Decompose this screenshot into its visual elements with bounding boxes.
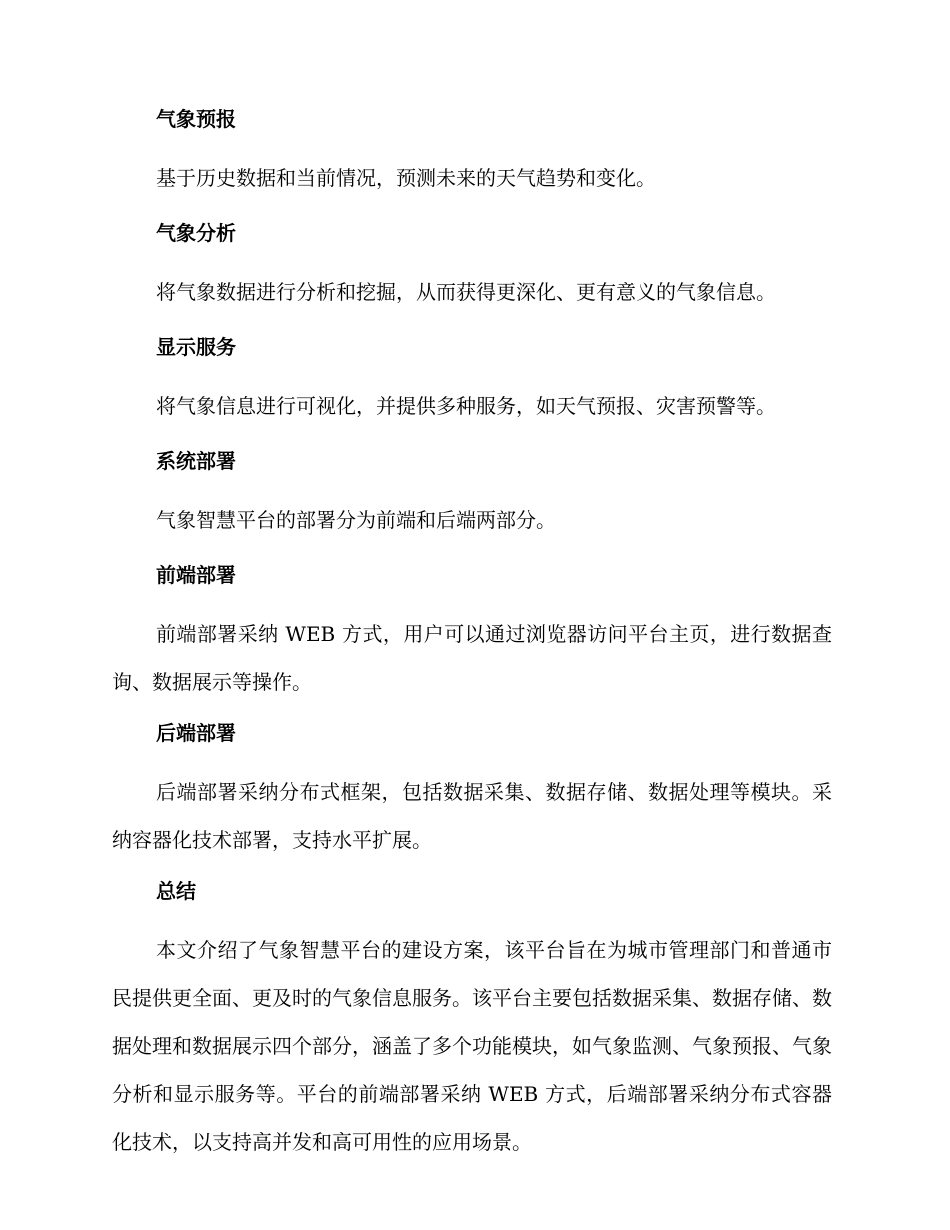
section-heading-analysis: 气象分析 [156, 221, 236, 245]
section-text-deployment: 气象智慧平台的部署分为前端和后端两部分。 [156, 508, 556, 532]
section-heading-deployment: 系统部署 [156, 449, 236, 473]
section-text-frontend: 前端部署采纳 WEB 方式，用户可以通过浏览器访问平台主页，进行数据查询、数据展示等操作。 [112, 622, 832, 694]
section-text-backend: 后端部署采纳分布式框架，包括数据采集、数据存储、数据处理等模块。采纳容器化技术部署，支持水平扩展。 [112, 780, 832, 852]
section-heading-display-service: 显示服务 [156, 335, 236, 359]
section-heading-summary: 总结 [156, 879, 196, 903]
section-heading-forecast: 气象预报 [156, 107, 236, 131]
section-text-summary: 本文介绍了气象智慧平台的建设方案，该平台旨在为城市管理部门和普通市民提供更全面、更及时的气象信息服务。该平台主要包括数据采集、数据存储、数据处理和数据展示四个部分，涵盖了多个功能模块，如气象监测、气象预报、气象分析和显示服务等。平台的前端部署采纳 WEB 方式，后端部署采纳分布式容器化技术，以支持高并发和高可用性的应用场景。 [112, 938, 832, 1154]
section-text-display-service: 将气象信息进行可视化，并提供多种服务，如天气预报、灾害预警等。 [156, 394, 776, 418]
section-heading-frontend: 前端部署 [156, 563, 236, 587]
section-text-analysis: 将气象数据进行分析和挖掘，从而获得更深化、更有意义的气象信息。 [156, 280, 776, 304]
section-text-forecast: 基于历史数据和当前情况，预测未来的天气趋势和变化。 [156, 166, 656, 190]
section-heading-backend: 后端部署 [156, 721, 236, 745]
document-page [112, 104, 832, 1178]
